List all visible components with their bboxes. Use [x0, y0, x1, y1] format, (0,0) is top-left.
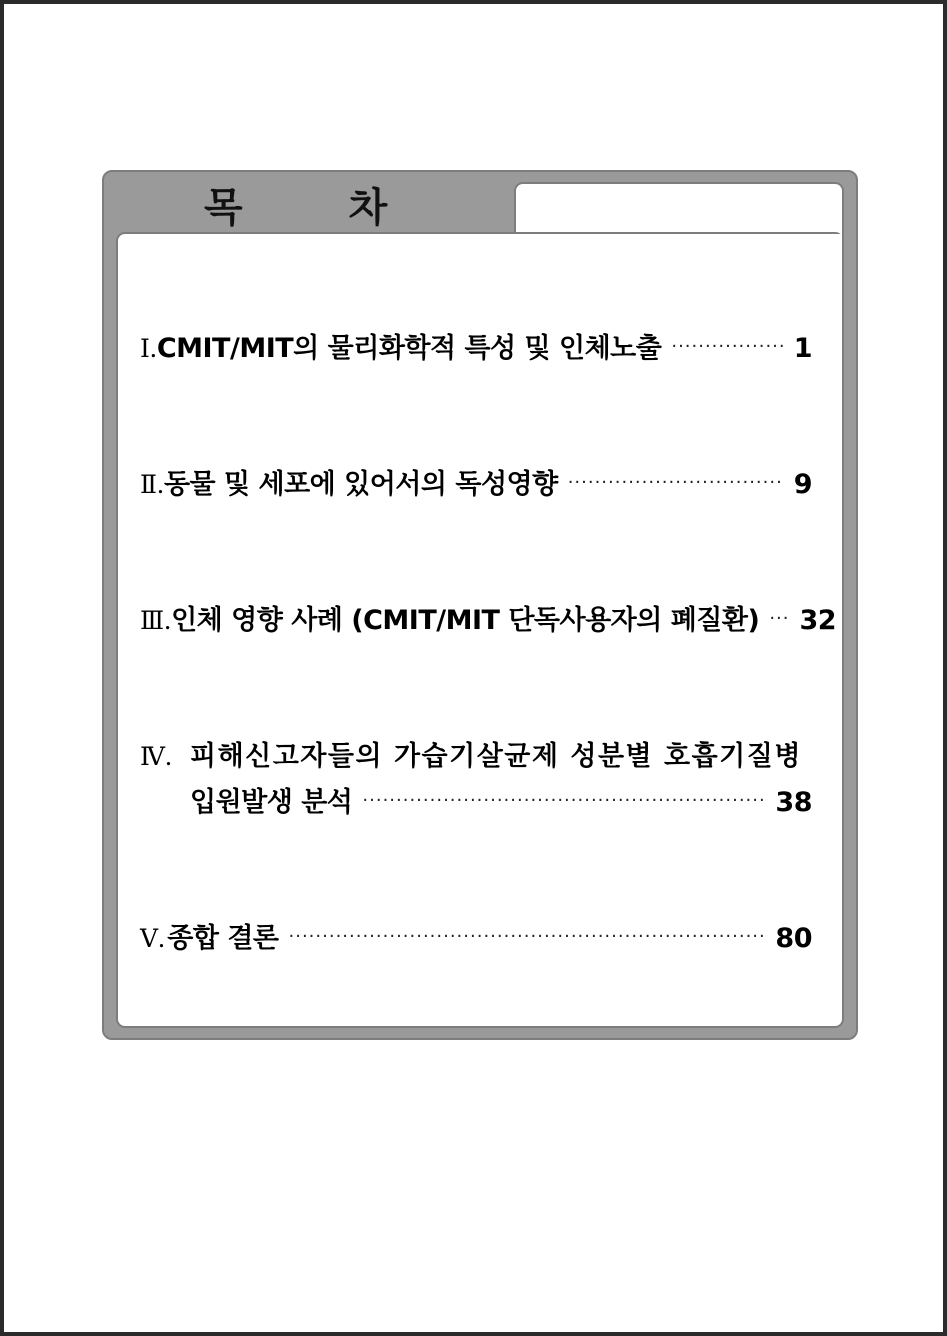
entry-page-number: 32 — [799, 605, 837, 636]
toc-entry-1[interactable] — [140, 326, 812, 366]
entry-title: 동물 및 세포에 있어서의 독성영향 — [163, 469, 558, 500]
entry-number: Ⅲ. — [140, 606, 172, 635]
entry-number: Ⅰ. — [140, 334, 157, 363]
entry-page-number: 1 — [793, 333, 812, 364]
entry-page-number: 9 — [793, 469, 812, 500]
dot-leader — [671, 336, 783, 357]
entry-number: Ⅳ. — [140, 742, 172, 771]
entry-title: CMIT/MIT의 물리화학적 특성 및 인체노출 — [156, 333, 662, 364]
entry-page-number: 80 — [775, 923, 812, 954]
entry-number: Ⅱ. — [140, 470, 164, 499]
entry-title: 인체 영향 사례 (CMIT/MIT 단독사용자의 폐질환) — [171, 605, 760, 636]
dot-leader — [568, 472, 784, 493]
entry-number: Ⅴ. — [140, 924, 166, 953]
toc-title: 목 차 — [204, 185, 434, 231]
entry-page-number: 38 — [775, 787, 812, 818]
entry-title: 종합 결론 — [167, 923, 279, 954]
dot-leader — [769, 608, 789, 629]
entry-title-line-1: 피해신고자들의 가습기살균제 성분별 호흡기질병 — [190, 741, 802, 772]
toc-entry-3[interactable] — [140, 598, 837, 638]
toc-entry-2[interactable] — [140, 462, 812, 502]
toc-entry-4[interactable] — [140, 734, 812, 820]
dot-leader — [362, 790, 765, 811]
dot-leader — [289, 926, 766, 947]
entry-title-line-2: 입원발생 분석 — [190, 787, 353, 818]
toc-entry-5[interactable] — [140, 916, 812, 956]
